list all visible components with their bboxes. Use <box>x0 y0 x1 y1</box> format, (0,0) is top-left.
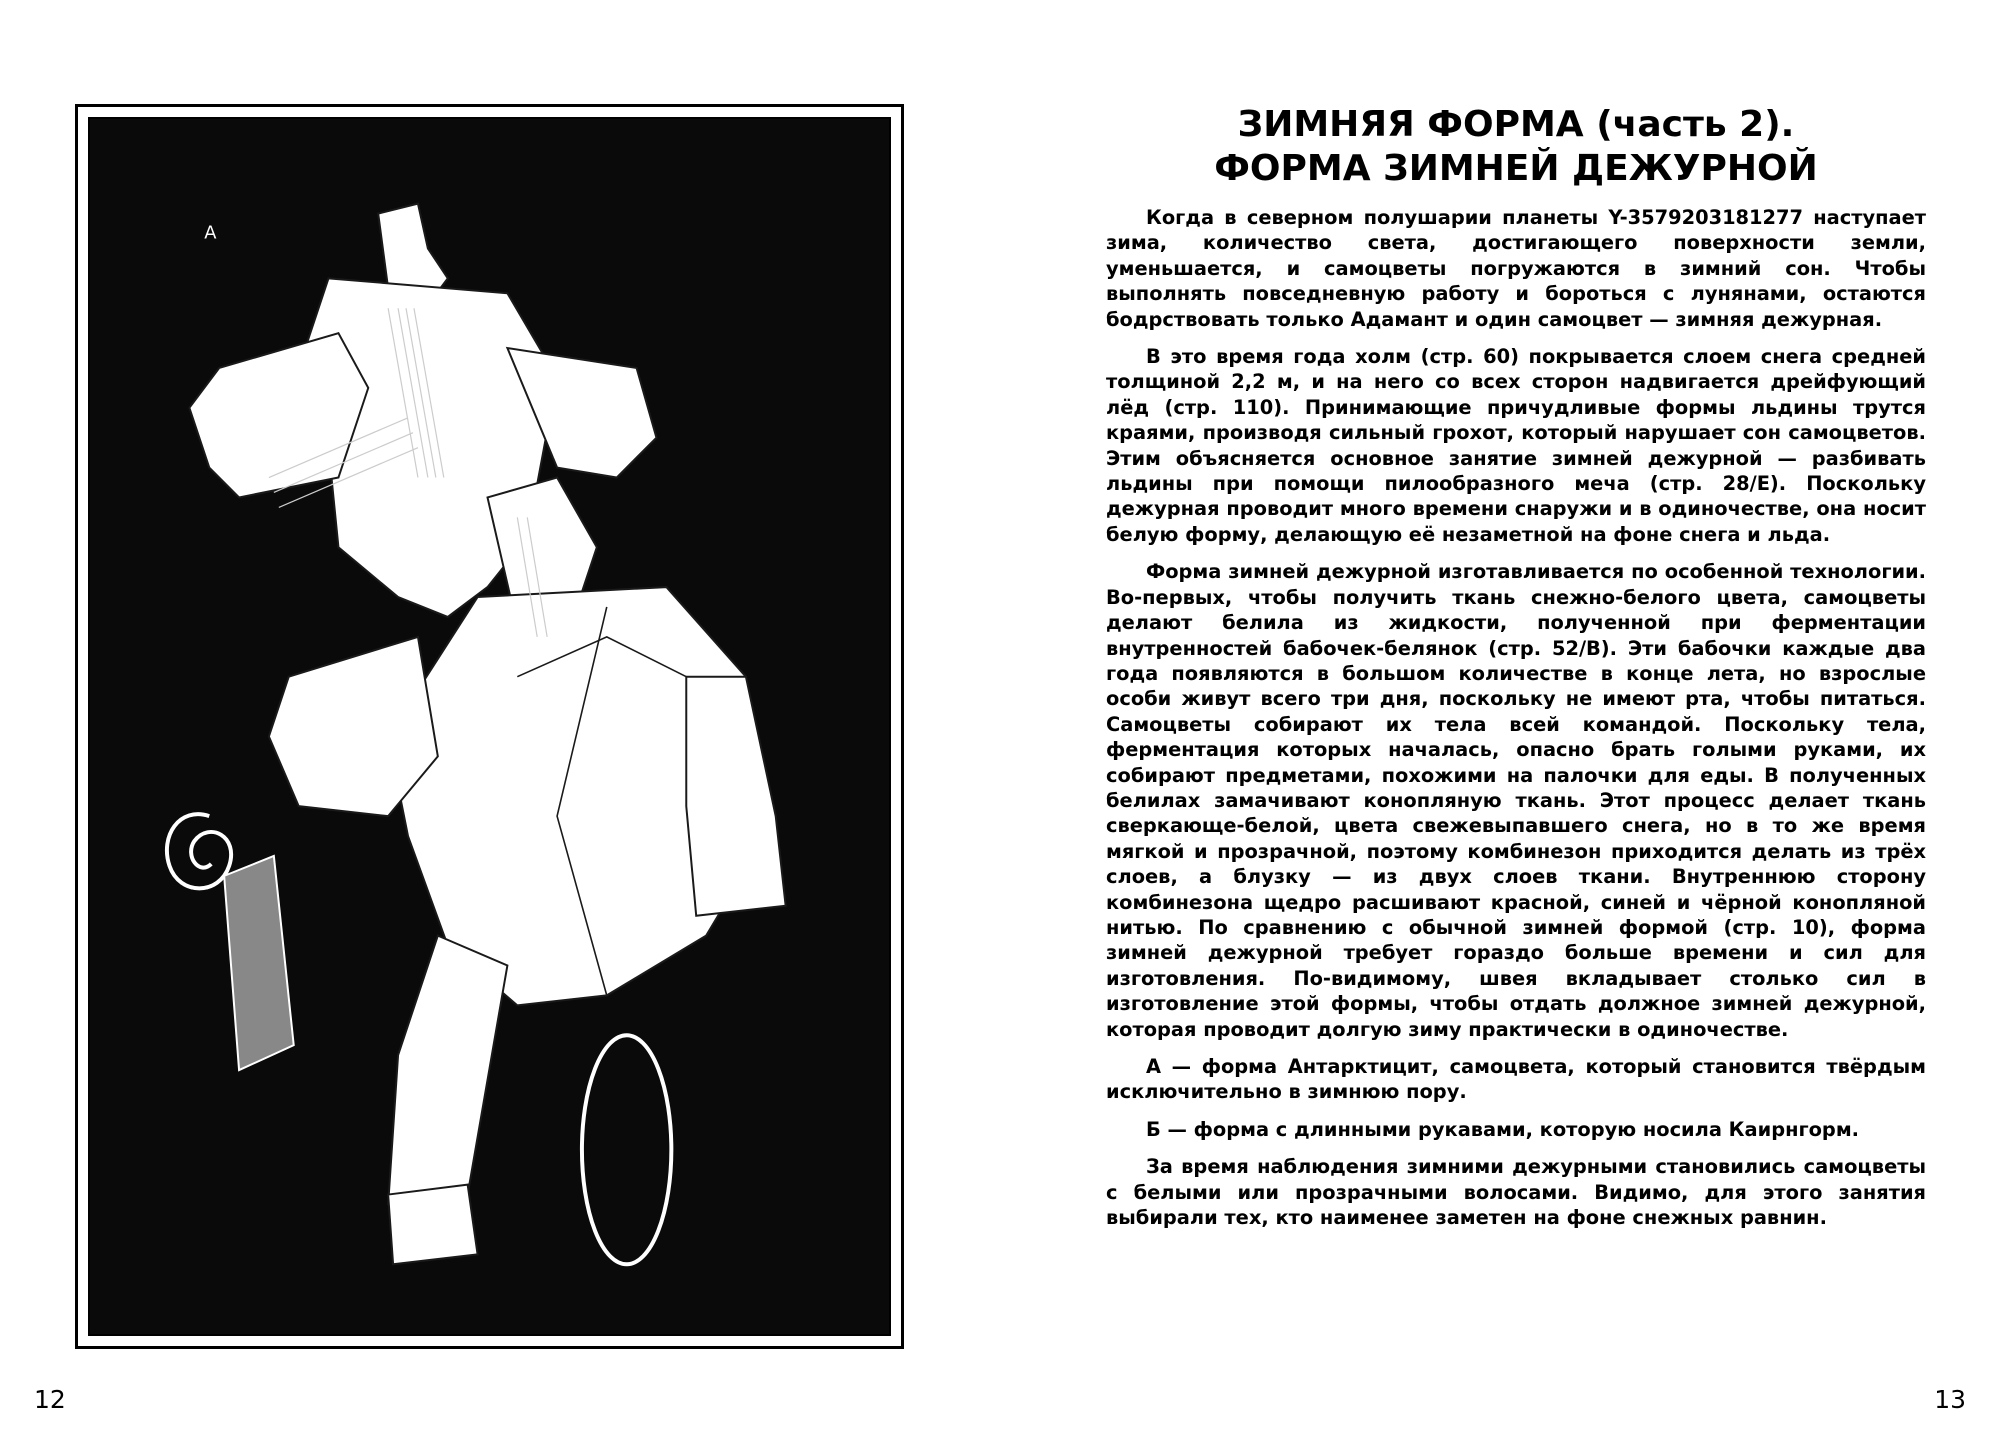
uniform-drawing <box>90 119 889 1334</box>
article-column <box>1106 103 1926 1242</box>
uniform-illustration <box>88 117 891 1336</box>
page-number-left: 12 <box>34 1385 66 1414</box>
label-b: В <box>552 441 565 463</box>
paragraph-intro: Когда в северном полушарии планеты Y-3579203181277 наступает зима, количество света, достигающего поверхности земли, уменьшается, и самоцветы погружаются в зимний сон. Чтобы выполнять повседневную работу и бороться с лунянами, остаются бодрствовать только Адамант и один самоцвет — зимняя дежурная. <box>1106 206 1926 331</box>
spiral-ornament <box>167 814 231 888</box>
title-line-1: ЗИМНЯЯ ФОРМА (часть 2). <box>1237 104 1795 145</box>
uniform-b-right-sleeve <box>686 677 785 916</box>
ribbon-strip <box>224 856 294 1070</box>
paragraph-caption-a: А — форма Антарктицит, самоцвета, который становится твёрдым исключительно в зимнюю пору. <box>1106 1055 1926 1104</box>
uniform-b-cuff <box>388 1185 477 1265</box>
ring-accessory <box>582 1035 671 1264</box>
paragraph-caption-b: Б — форма с длинными рукавами, которую носила Каирнгорм. <box>1146 1117 1860 1141</box>
page-number-right: 13 <box>1934 1385 1966 1414</box>
article-title <box>1106 103 1926 191</box>
paragraph-winter-duty: В это время года холм (стр. 60) покрывается слоем снега средней толщиной 2,2 м, и на него со всех сторон надвигается дрейфующий лёд (стр. 110). Принимающие причудливые формы льдины трутся краями, производя сильный грохот, который нарушает сон самоцветов. Этим объясняется основное занятие зимней дежурной — разбивать льдины при помощи пилообразного меча (стр. 28/Е). Поскольку дежурная проводит много времени снаружи и в одиночестве, она носит белую форму, делающую её незаметной на фоне снега и льда. <box>1106 345 1926 546</box>
illustration-frame <box>75 104 904 1349</box>
title-line-2: ФОРМА ЗИМНЕЙ ДЕЖУРНОЙ <box>1214 148 1818 189</box>
paragraph-conclusion: За время наблюдения зимними дежурными становились самоцветы с белыми или прозрачными волосами. Видимо, для этого занятия выбирали тех, кто наименее заметен на фоне снежных равнин. <box>1106 1155 1926 1230</box>
label-a: А <box>204 222 217 244</box>
paragraph-fabric: Форма зимней дежурной изготавливается по особенной технологии. Во-первых, чтобы получить ткань снежно-белого цвета, самоцветы делают белила из жидкости, полученной при ферментации внутренностей бабочек-белянок (стр. 52/В). Эти бабочки каждые два года появляются в большом количестве в конце лета, но взрослые особи живут всего три дня, поскольку не имеют рта, чтобы питаться. Самоцветы собирают их тела всей командой. Поскольку тела, ферментация которых началась, опасно брать голыми руками, их собирают предметами, похожими на палочки для еды. В полученных белилах замачивают конопляную ткань. Этот процесс делает ткань сверкающе-белой, цвета свежевыпавшего снега, но в то же время мягкой и прозрачной, поэтому комбинезон приходится делать из трёх слоев, а блузку — из двух слоев ткани. Внутреннюю сторону комбинезона щедро расшивают красной, синей и чёрной конопляной нитью. По сравнению с обычной зимней формой (стр. 10), форма зимней дежурной требует гораздо больше времени и сил для изготовления. По-видимому, швея вкладывает столько сил в изготовление этой формы, чтобы отдать должное зимней дежурной, которая проводит долгую зиму практически в одиночестве. <box>1106 560 1926 1041</box>
